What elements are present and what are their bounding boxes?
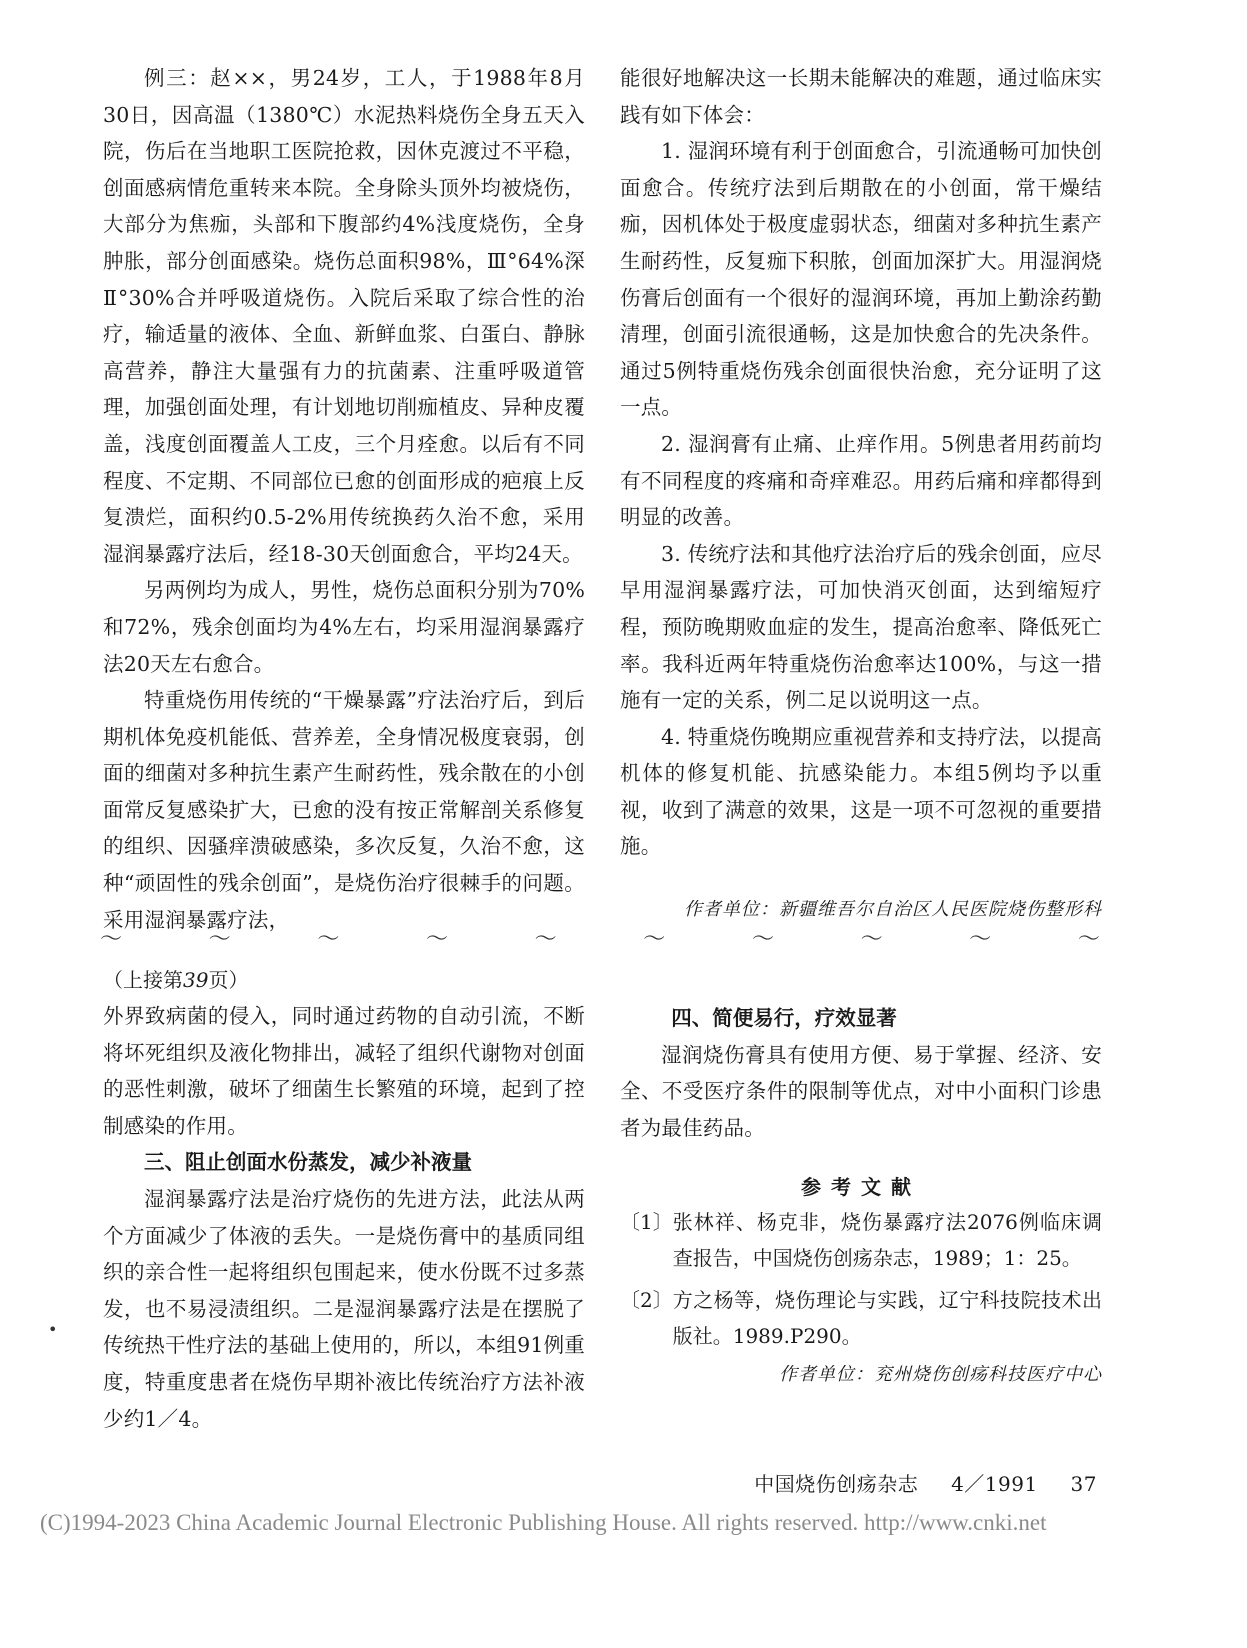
point-2-paragraph: 2. 湿润膏有止痛、止痒作用。5例患者用药前均有不同程度的疼痛和奇痒难忍。用药后痛和痒都得到明显的改善。 (620, 431, 1102, 530)
point-3-paragraph: 3. 传统疗法和其他疗法治疗后的残余创面，应尽早用湿润暴露疗法，可加快消灭创面，达到缩短疗程，预防晚期败血症的发生，提高治愈率、降低死亡率。我科近两年特重烧伤治愈率达100%，与这一措施有一定的关系，例二足以说明这一点。 (620, 541, 1102, 713)
section-four-heading: 四、简便易行，疗效显著 (671, 1006, 897, 1030)
author-affiliation-1: 作者单位：新疆维吾尔自治区人民医院烧伤整形科 (684, 899, 1102, 921)
tilde-mark: ～ (100, 927, 123, 952)
infection-control-paragraph: 外界致病菌的侵入，同时通过药物的自动引流，不断将坏死组织及液化物排出，减轻了组织代谢物对创面的恶性刺激，破坏了细菌生长繁殖的环境，起到了控制感染的作用。 (103, 1004, 585, 1138)
continued-suffix: 页） (208, 968, 249, 992)
page-footer (754, 1468, 1097, 1497)
margin-dot: • (48, 1320, 58, 1339)
continuation-paragraph: 能很好地解决这一长期未能解决的难题，通过临床实践有如下体会： (620, 66, 1102, 127)
upper-left-column (103, 60, 585, 938)
reference-text: 方之杨等，烧伤理论与实践，辽宁科技院技术出版社。1989.P290。 (672, 1288, 1102, 1349)
reference-item (620, 1282, 1102, 1354)
convenience-paragraph: 湿润烧伤膏具有使用方便、易于掌握、经济、安全、不受医疗条件的限制等优点，对中小面积门诊患者为最佳药品。 (620, 1042, 1102, 1140)
tilde-mark: ～ (969, 927, 992, 952)
case-three-paragraph: 例三：赵××，男24岁，工人，于1988年8月30日，因高温（1380℃）水泥热料烧伤全身五天入院，伤后在当地职工医院抢救，因休克渡过不平稳，创面感病情危重转来本院。全身除头顶外均被烧伤，大部分为焦痂，头部和下腹部约4%浅度烧伤，全身肿胀，部分创面感染。烧伤总面积98%，Ⅲ°64%深Ⅱ°30%合并呼吸道烧伤。入院后采取了综合性的治疗，输适量的液体、全血、新鲜血浆、白蛋白、静脉高营养，静注大量强有力的抗菌素、注重呼吸道管理，加强创面处理，有计划地切削痂植皮、异种皮覆盖，浅度创面覆盖人工皮，三个月痊愈。以后有不同程度、不定期、不同部位已愈的创面形成的疤痕上反复溃烂，面积约0.5-2%用传统换药久治不愈，采用湿润暴露疗法后，经18-30天创面愈合，平均24天。 (103, 66, 585, 566)
tilde-mark: ～ (208, 927, 231, 952)
article-separator (100, 922, 1100, 953)
author-affiliation-2: 作者单位：兖州烧伤创疡科技医疗中心 (779, 1364, 1102, 1386)
copyright-notice: (C)1994-2023 China Academic Journal Electronic Publishing House. All rights reserved. http://www.cnki.net (40, 1510, 1047, 1535)
lower-left-column (103, 962, 585, 1437)
other-cases-paragraph: 另两例均为成人，男性，烧伤总面积分别为70%和72%，残余创面均为4%左右，均采用湿润暴露疗法20天左右愈合。 (103, 578, 585, 676)
tilde-mark: ～ (534, 927, 557, 952)
tilde-mark: ～ (643, 927, 666, 952)
issue-number: 4／1991 (951, 1472, 1038, 1496)
fluid-loss-paragraph: 湿润暴露疗法是治疗烧伤的先进方法，此法从两个方面减少了体液的丢失。一是烧伤膏中的基质同组织的亲合性一起将组织包围起来，使水份既不过多蒸发，也不易浸渍组织。二是湿润暴露疗法是在摆脱了传统热干性疗法的基础上使用的，所以，本组91例重度，特重度患者在烧伤早期补液比传统治疗方法补液少约1／4。 (103, 1186, 585, 1431)
reference-text: 张林祥、杨克非，烧伤暴露疗法2076例临床调查报告，中国烧伤创疡杂志，1989；1：25。 (672, 1210, 1102, 1271)
lower-right-column (620, 1000, 1102, 1386)
discussion-paragraph: 特重烧伤用传统的“干燥暴露”疗法治疗后，到后期机体免疫机能低、营养差，全身情况极度衰弱，创面的细菌对多种抗生素产生耐药性，残余散在的小创面常反复感染扩大，已愈的没有按正常解剖关系修复的组织、因骚痒溃破感染，多次反复，久治不愈，这种“顽固性的残余创面”，是烧伤治疗很棘手的问题。采用湿润暴露疗法， (103, 688, 585, 932)
reference-number: 〔2〕 (620, 1288, 673, 1313)
upper-right-column (620, 60, 1102, 921)
section-three-heading: 三、阻止创面水份蒸发，减少补液量 (144, 1150, 472, 1175)
continued-from-note (103, 962, 585, 998)
tilde-mark: ～ (751, 927, 774, 952)
reference-item (620, 1204, 1102, 1276)
tilde-mark: ～ (317, 927, 340, 952)
tilde-mark: ～ (860, 927, 883, 952)
page-number: 37 (1070, 1472, 1097, 1496)
tilde-mark: ～ (425, 927, 448, 952)
continued-page: 39 (183, 968, 209, 992)
reference-number: 〔1〕 (620, 1210, 673, 1235)
journal-name: 中国烧伤创疡杂志 (754, 1472, 919, 1496)
tilde-mark: ～ (1077, 927, 1100, 952)
point-1-paragraph: 1. 湿润环境有利于创面愈合，引流通畅可加快创面愈合。传统疗法到后期散在的小创面，常干燥结痂，因机体处于极度虚弱状态，细菌对多种抗生素产生耐药性，反复痂下积脓，创面加深扩大。用湿润烧伤膏后创面有一个很好的湿润环境，再加上勤涂药勤清理，创面引流很通畅，这是加快愈合的先决条件。通过5例特重烧伤残余创面很快治愈，充分证明了这一点。 (620, 139, 1102, 420)
continued-prefix: （上接第 (103, 968, 183, 992)
references-title: 参考文献 (801, 1175, 921, 1200)
point-4-paragraph: 4. 特重烧伤晚期应重视营养和支持疗法，以提高机体的修复机能、抗感染能力。本组5例均予以重视，收到了满意的效果，这是一项不可忽视的重要措施。 (620, 724, 1102, 859)
